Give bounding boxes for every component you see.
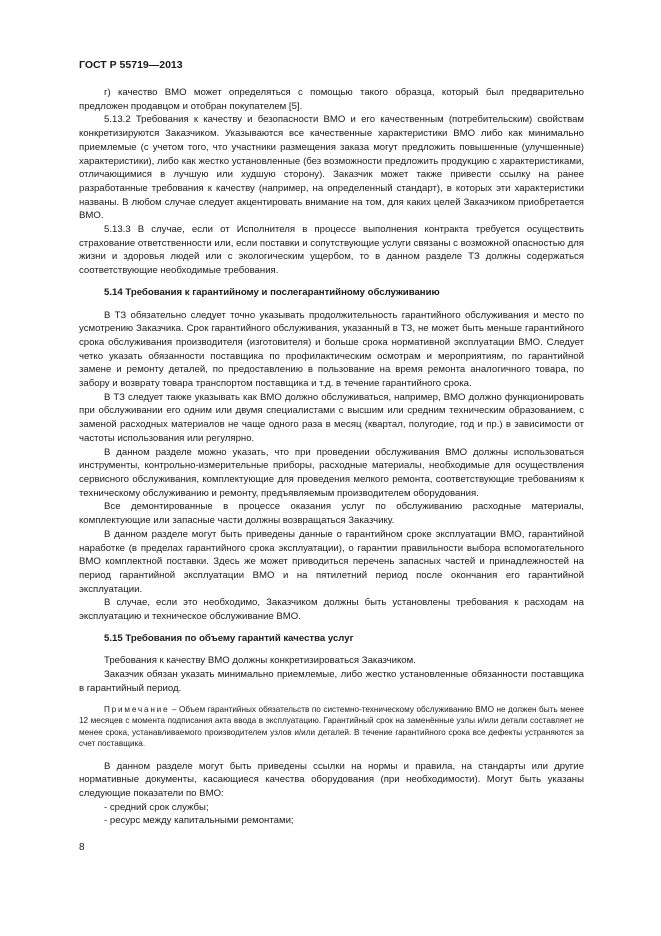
paragraph: В ТЗ следует также указывать как ВМО должно обслуживаться, например, ВМО должно функционировать при обслуживании его одним или двумя специалистами с высшим или средним техническим образованием, с заменой расходных материалов не чаще одного раза в месяц (квартал, полугодие, год и пр.) в зависимости от частоты использования или регулярно. — [79, 391, 584, 444]
note-text: – Объем гарантийных обязательств по системно-техническому обслуживанию ВМО не должен быть менее 12 месяцев с момента подписания акта ввода в эксплуатацию. Гарантийный срок на заменённые узлы и/или детали составляет не менее срока, устанавливаемого производителем узлов и/или деталей. В течение гарантийного срока все дефекты устраняются за счет поставщика. — [79, 704, 584, 749]
paragraph: Все демонтированные в процессе оказания услуг по обслуживанию расходные материалы, комплектующие или запасные части должны возвращаться Заказчику. — [79, 501, 584, 527]
paragraph: В случае, если это необходимо, Заказчиком должны быть установлены требования к расходам на эксплуатацию и техническое обслуживание ВМО. — [79, 597, 584, 623]
paragraph: В ТЗ обязательно следует точно указывать продолжительность гарантийного обслуживания и место по усмотрению Заказчика. Срок гарантийного обслуживания, указанный в ТЗ, не может быть меньше гарантийного срока обслуживания производителя (изготовителя) и больше срока нормативной эксплуатации ВМО. Следует четко указать обязанности поставщика по профилактическим осмотрам и мероприятиям, по гарантийной замене и ремонту деталей, по предоставлению в пользование на время ремонта аналогичного товара, по забору и возврату товара транспортом поставщика и т.д. в течение гарантийного срока. — [79, 309, 584, 390]
paragraph: Требования к качеству ВМО должны конкретизироваться Заказчиком. — [104, 655, 416, 667]
document-body — [79, 86, 584, 828]
list-item: - ресурс между капитальными ремонтами; — [104, 815, 294, 827]
list-item: - средний срок службы; — [104, 801, 209, 813]
paragraph: В данном разделе можно указать, что при проведении обслуживания ВМО должны использоваться инструменты, контрольно-измерительные приборы, расходные материалы, необходимые для осуществления сервисного обслуживания, комплектующие для проведения мелкого ремонта, соответствующие требованиям к техническому обслуживанию и ремонту, предъявляемым производителем оборудования. — [79, 446, 584, 499]
paragraph: Заказчик обязан указать минимально приемлемые, либо жестко установленные обязанности поставщика в гарантийный период. — [79, 669, 584, 694]
standard-header: ГОСТ Р 55719—2013 — [79, 59, 183, 71]
note-label: Примечание — [104, 704, 170, 714]
paragraph: В данном разделе могут быть приведены ссылки на нормы и правила, на стандарты или другие нормативные документы, касающиеся качества оборудования (при необходимости). Могут быть указаны следующие показатели по ВМО: — [79, 760, 584, 799]
paragraph: 5.13.2 Требования к качеству и безопасности ВМО и его качественным (потребительским) свойствам конкретизируются Заказчиком. Указываются все качественные характеристики ВМО либо как минимально приемлемые (с учетом того, что участники размещения заказа могут предложить повышенные (улучшенные) характеристики), либо как жестко установленные (без возможности предложить продукцию с характеристиками, отличающимися в лучшую или худшую сторону). Заказчик может также привести ссылку на ранее разработанные требования к качеству (например, на определенный стандарт), в которых эти характеристики названы. В любом случае следует акцентировать внимание на том, для каких целей Заказчиком приобретается ВМО. — [79, 114, 584, 222]
section-heading-5-14: 5.14 Требования к гарантийному и послегарантийному обслуживанию — [104, 286, 440, 298]
paragraph: г) качество ВМО может определяться с помощью такого образца, который был предварительно предложен продавцом и отобран покупателем [5]. — [79, 87, 584, 112]
page-number: 8 — [79, 842, 85, 853]
paragraph: 5.13.3 В случае, если от Исполнителя в процессе выполнения контракта требуется осуществить страхование ответственности или, если поставки и сопутствующие услуги связаны с возможной опасностью для жизни и здоровья людей или с экологическим ущербом, то в данном разделе ТЗ должны содержаться соответствующие необходимые требования. — [79, 224, 584, 277]
section-heading-5-15: 5.15 Требования по объему гарантий качества услуг — [104, 632, 354, 644]
note — [79, 704, 584, 750]
paragraph: В данном разделе могут быть приведены данные о гарантийном сроке эксплуатации ВМО, гарантийной наработке (в пределах гарантийного срока эксплуатации), о гарантии правильности выбора вспомогательного ВМО комплектной поставки. Здесь же может приводиться перечень запасных частей и принадлежностей на период гарантийной эксплуатации ВМО и на пятилетний период после окончания его гарантийной эксплуатации. — [79, 528, 584, 595]
indicator-list — [79, 801, 584, 828]
